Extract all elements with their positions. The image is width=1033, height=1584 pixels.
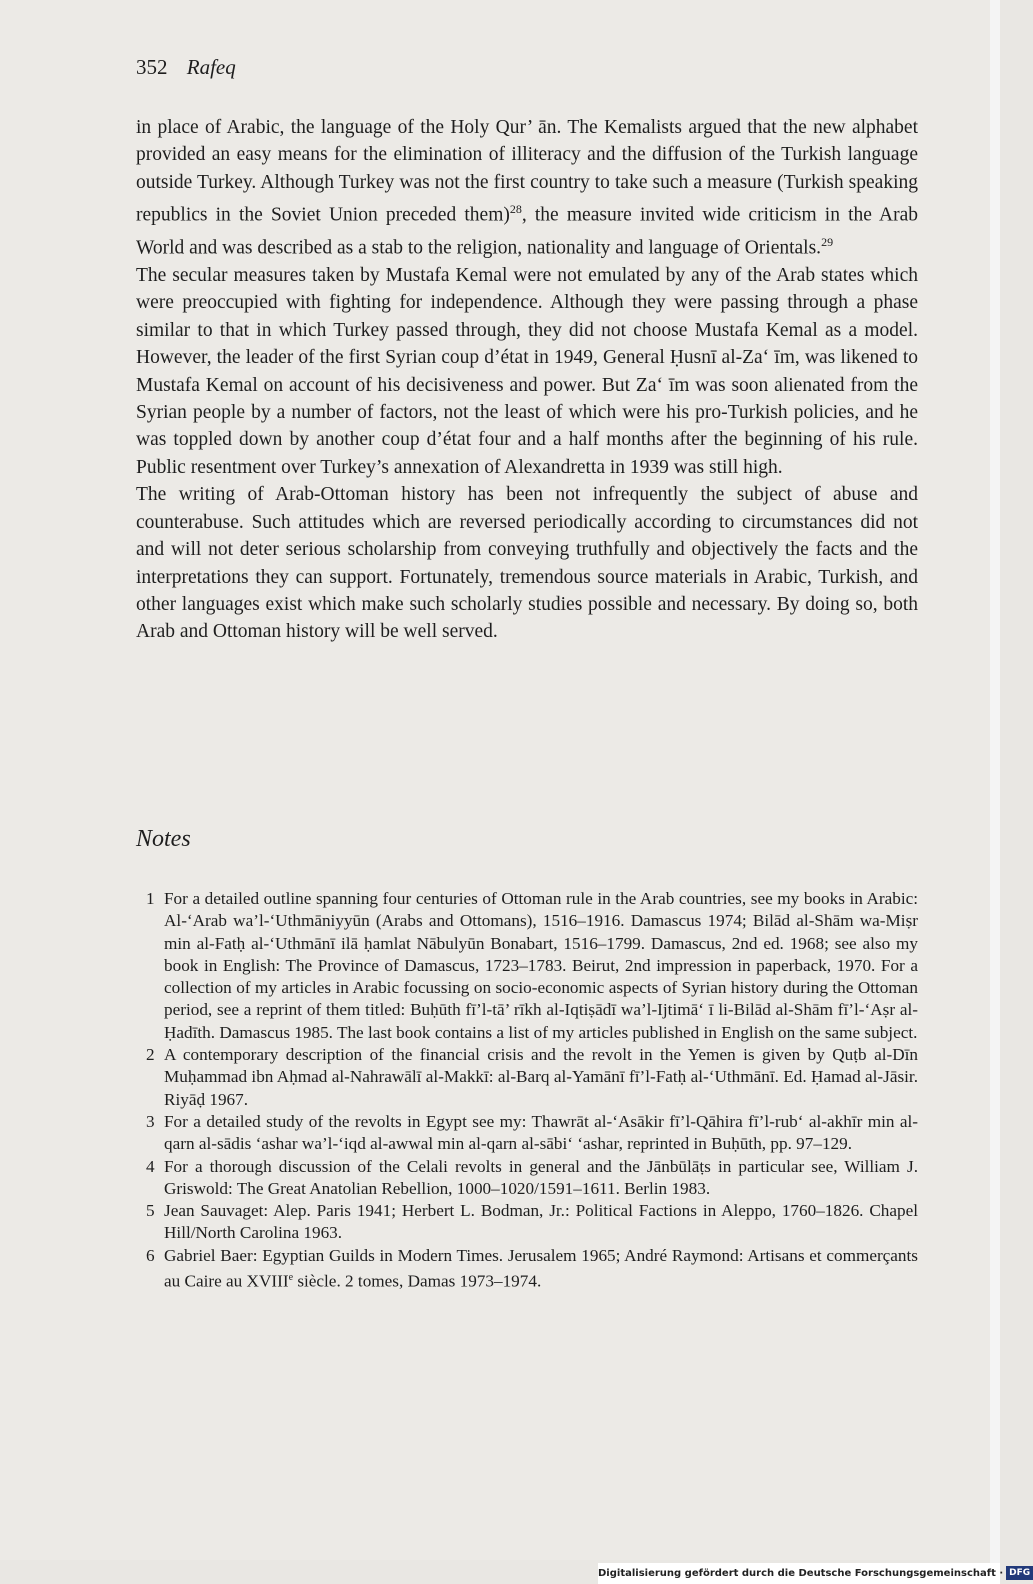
digitization-footer <box>598 1563 1031 1584</box>
note-item <box>136 1245 918 1293</box>
note-text: For a detailed outline spanning four centuries of Ottoman rule in the Arab countries, see my books in Arabic: Al-‘Arab wa’l-‘Uthmāniyyūn (Arabs and Ottomans), 1516–1916. Damascus 1974; Bilād al-Shām wa-Miṣr min al-Fatḥ al-‘Uthmānī ilā ḥamlat Nābulyūn Bonabart, 1516–1799. Damascus, 2nd ed. 1968; see also my book in English: The Province of Damascus, 1723–1783. Beirut, 2nd impression in paperback, 1970. For a collection of my articles in Arabic focussing on socio-economic aspects of Syrian history during the Ottoman period, see a reprint of them titled: Buḥūth fī’l-tā’ rīkh al-Iqtiṣādī wa’l-Ijtimā‘ ī li-Bilād al-Shām fī’l-‘Aṣr al-Ḥadīth. Damascus 1985. The last book contains a list of my articles published in English on the same subject. <box>164 889 918 1042</box>
page-edge <box>990 0 1000 1584</box>
note-number: 5 <box>146 1201 155 1221</box>
footnote-ref-29: 29 <box>821 235 834 250</box>
note-item <box>136 888 918 1044</box>
note-text: Jean Sauvaget: Alep. Paris 1941; Herbert L. Bodman, Jr.: Political Factions in Aleppo, 1760–1826. Chapel Hill/North Carolina 1963. <box>164 1201 918 1243</box>
note-text: For a thorough discussion of the Celali revolts in general and the Jānbūlāṭs in particular see, William J. Griswold: The Great Anatolian Rebellion, 1000–1020/1591–1611. Berlin 1983. <box>164 1156 918 1198</box>
note-item <box>136 1111 918 1156</box>
note-text: For a detailed study of the revolts in Egypt see my: Thawrāt al-‘Asākir fī’l-Qāhira fī’l-rub‘ al-akhīr min al-qarn al-sādis ‘ashar wa’l-‘iqd al-awwal min al-qarn al-sābi‘ ‘ashar, reprinted in Buḥūth, pp. 97–129. <box>164 1111 918 1154</box>
note-item <box>136 1044 918 1111</box>
notes-heading: Notes <box>136 826 191 852</box>
dfg-logo: DFG <box>1006 1566 1033 1580</box>
notes-list <box>136 888 918 1293</box>
paragraph-1-text-b: , the measure invited wide criticism in the Arab World and was described as a stab to the religion, nationality and language of Orientals. <box>136 204 918 259</box>
note-text <box>164 1245 918 1293</box>
note-number: 3 <box>146 1111 155 1131</box>
note-text: A contemporary description of the financial crisis and the revolt in the Yemen is given by Quṭb al-Dīn Muḥammad ibn Aḥmad al-Nahrawālī al-Makkī: al-Barq al-Yamānī fī’l-Fatḥ al-‘Uthmānī. Ed. Ḥamad al-Jāsir. Riyāḍ 1967. <box>164 1045 918 1109</box>
paragraph-3: The writing of Arab-Ottoman history has been not infrequently the subject of abuse and counterabuse. Such attitudes which are reversed periodically according to circumstances did not and will not deter serious scholarship from conveying truthfully and objectively the facts and the interpretations they can support. Fortunately, tremendous source materials in Arabic, Turkish, and other languages exist which make such scholarly studies possible and necessary. By doing so, both Arab and Ottoman history will be well served. <box>136 484 918 643</box>
paragraph-1 <box>136 114 918 262</box>
note-6-text-a: Gabriel Baer: Egyptian Guilds in Modern Times. Jerusalem 1965; André Raymond: Artisans et commerçants au Caire au XVIII <box>164 1245 918 1291</box>
footer-text: Digitalisierung gefördert durch die Deutsche Forschungsgemeinschaft · <box>598 1568 1004 1579</box>
note-number: 1 <box>146 889 155 908</box>
running-head-author: Rafeq <box>186 55 236 79</box>
footnote-ref-28: 28 <box>509 202 522 217</box>
note-number: 4 <box>146 1156 155 1176</box>
paragraph-2: The secular measures taken by Mustafa Kemal were not emulated by any of the Arab states which were preoccupied with fighting for independence. Although they were passing through a phase similar to that in which Turkey passed through, they did not choose Mustafa Kemal as a model. However, the leader of the first Syrian coup d’état in 1949, General Ḥusnī al-Za‘ īm, was likened to Mustafa Kemal on account of his decisiveness and power. But Za‘ īm was soon alienated from the Syrian people by a number of factors, not the least of which were his pro-Turkish policies, and he was toppled down by another coup d’état four and a half months after the beginning of his rule. Public resentment over Turkey’s annexation of Alexandretta in 1939 was still high. <box>136 265 918 478</box>
running-header <box>136 54 236 80</box>
page-number: 352 <box>136 55 168 79</box>
note-number: 2 <box>146 1045 155 1065</box>
body-text <box>136 114 918 646</box>
note-6-superscript: e <box>288 1272 294 1284</box>
note-6-text-b: siècle. 2 tomes, Damas 1973–1974. <box>293 1271 542 1291</box>
note-number: 6 <box>146 1245 155 1265</box>
note-item <box>136 1200 918 1245</box>
paragraph-1-text-a: in place of Arabic, the language of the Holy Qur’ ān. The Kemalists argued that the new alphabet provided an easy means for the elimination of illiteracy and the diffusion of the Turkish language outside Turkey. Although Turkey was not the first country to take such a measure (Turkish speaking republics in the Soviet Union preceded them) <box>136 117 918 226</box>
note-item <box>136 1156 918 1201</box>
